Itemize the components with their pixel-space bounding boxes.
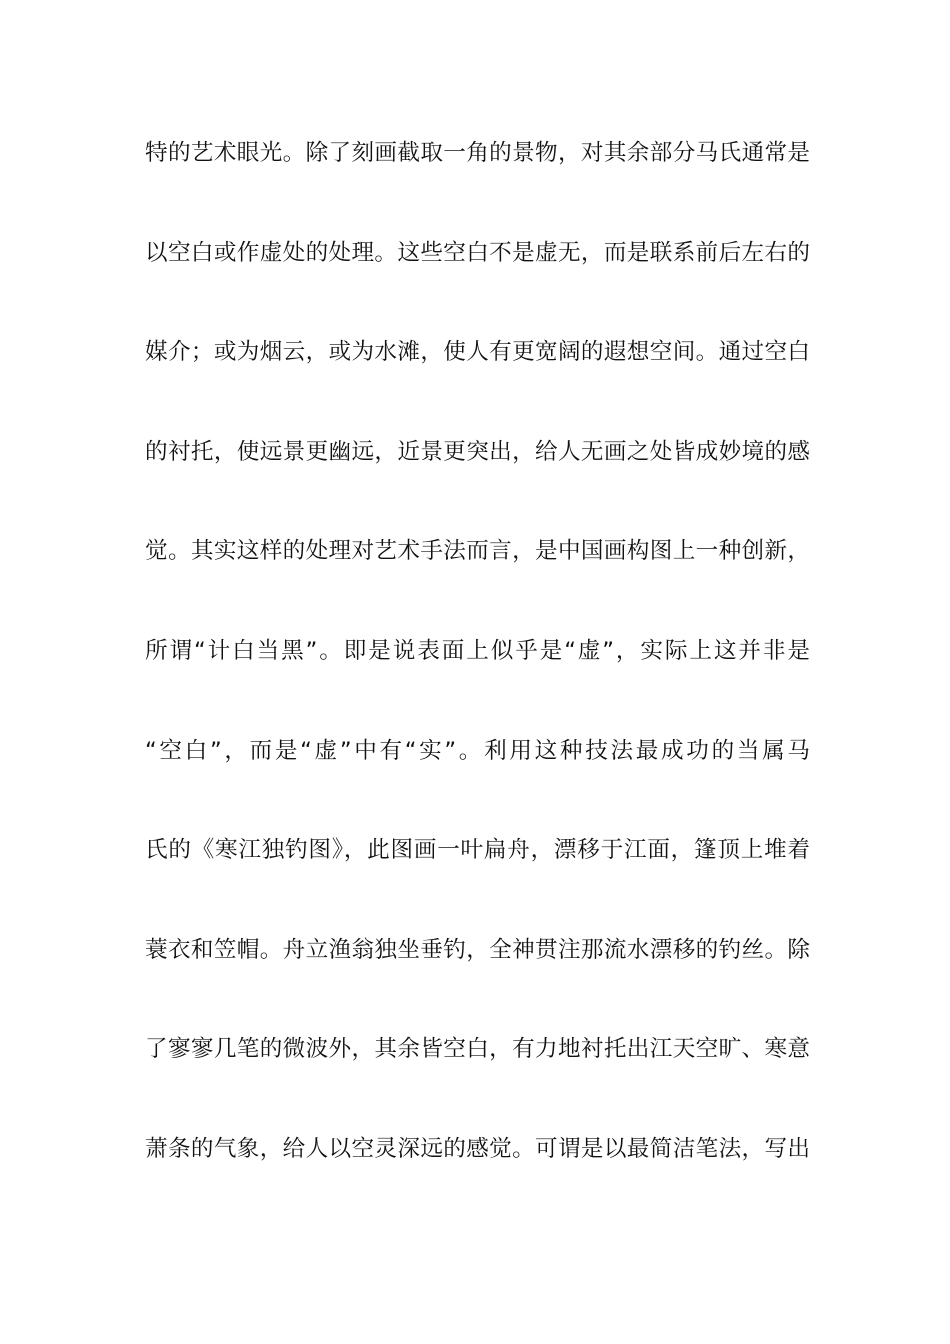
text-line: 媒介；或为烟云，或为水滩，使人有更宽阔的遐想空间。通过空白 (145, 339, 810, 366)
text-line: “空白”，而是“虚”中有“实”。利用这种技法最成功的当属马 (145, 737, 810, 764)
text-line: 萧条的气象，给人以空灵深远的感觉。可谓是以最简洁笔法，写出 (145, 1135, 810, 1162)
text-line: 特的艺术眼光。除了刻画截取一角的景物，对其余部分马氏通常是 (145, 140, 810, 166)
text-line: 以空白或作虚处的处理。这些空白不是虚无，而是联系前后左右的 (145, 239, 810, 266)
text-line: 氏的《寒江独钓图》，此图画一叶扁舟，漂移于江面，篷顶上堆着 (145, 837, 810, 864)
text-line: 的衬托，使远景更幽远，近景更突出，给人无画之处皆成妙境的感 (145, 438, 810, 465)
text-line: 了寥寥几笔的微波外，其余皆空白，有力地衬托出江天空旷、寒意 (145, 1036, 810, 1063)
text-line: 所谓“计白当黑”。即是说表面上似乎是“虚”，实际上这并非是 (145, 637, 810, 664)
body-text (145, 133, 810, 1229)
text-line: 觉。其实这样的处理对艺术手法而言，是中国画构图上一种创新， (145, 538, 810, 565)
text-line: 蓑衣和笠帽。舟立渔翁独坐垂钓，全神贯注那流水漂移的钓丝。除 (145, 936, 810, 963)
